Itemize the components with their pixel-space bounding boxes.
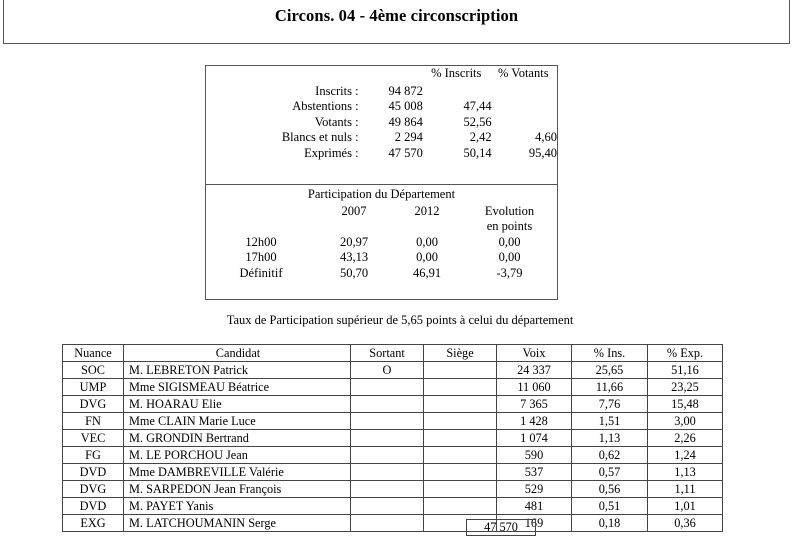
- participation-table: [206, 185, 557, 281]
- cell-voix: 24 337: [497, 362, 572, 379]
- table-row: [206, 99, 557, 115]
- cell-candidat: M. LATCHOUMANIN Serge: [124, 515, 351, 532]
- spacer-cell: [206, 66, 366, 84]
- cell-candidat: Mme SIGISMEAU Béatrice: [124, 379, 351, 396]
- table-row: [63, 515, 723, 532]
- row-value-exprimes: 47 570: [388, 145, 423, 160]
- row-pct-votants-abstentions: [492, 99, 557, 115]
- cell-voix: 11 060: [497, 379, 572, 396]
- cell-pct-exp: 23,25: [648, 379, 723, 396]
- table-row: [63, 413, 723, 430]
- cell-pct-exp: 1,11: [648, 481, 723, 498]
- column-header-candidat: Candidat: [124, 345, 351, 362]
- spacer-cell: [366, 66, 423, 84]
- cell-nuance: DVG: [63, 481, 124, 498]
- table-row: [206, 115, 557, 131]
- row-pct-inscrits-abstentions: 47,44: [463, 99, 492, 113]
- spacer-cell: [392, 219, 462, 235]
- document-header-band: [3, 0, 790, 44]
- table-row: [206, 266, 557, 282]
- cell-sortant: O: [351, 362, 424, 379]
- total-voix-cell: 47 570: [466, 519, 536, 536]
- cell-pct-ins: 0,56: [572, 481, 648, 498]
- cell-siege: [424, 362, 497, 379]
- cell-sortant: [351, 464, 424, 481]
- cell-voix: 1 428: [497, 413, 572, 430]
- cell-pct-exp: 3,00: [648, 413, 723, 430]
- row-label-definitif: Définitif: [239, 265, 283, 280]
- cell-pct-exp: 1,13: [648, 464, 723, 481]
- column-header-voix: Voix: [497, 345, 572, 362]
- cell-nuance: DVD: [63, 464, 124, 481]
- cell-pct-exp: 0,36: [648, 515, 723, 532]
- row-pct-votants-votants: [492, 115, 557, 131]
- page-title: Circons. 04 - 4ème circonscription: [274, 6, 519, 25]
- cell-pct-ins: 0,51: [572, 498, 648, 515]
- spacer-cell: [316, 219, 392, 235]
- row-pct-inscrits-inscrits: [423, 84, 492, 100]
- cell-siege: [424, 464, 497, 481]
- row-label-inscrits: Inscrits :: [315, 83, 359, 98]
- cell-voix: 1 074: [497, 430, 572, 447]
- column-header-evolution-unit: en points: [486, 219, 533, 233]
- cell-voix: 169: [497, 515, 572, 532]
- cell-siege: [424, 379, 497, 396]
- cell-pct-ins: 0,62: [572, 447, 648, 464]
- participation-title-row: [206, 185, 557, 204]
- cell-pct-ins: 0,57: [572, 464, 648, 481]
- row-pct-inscrits-votants: 52,56: [463, 114, 492, 129]
- cell-voix: 481: [497, 498, 572, 515]
- column-header-evolution: Evolution: [484, 203, 535, 218]
- row-label-votants: Votants :: [314, 114, 359, 129]
- table-row: [206, 146, 557, 162]
- table-row: [63, 498, 723, 515]
- cell-voix: 529: [497, 481, 572, 498]
- row-label-12h00: 12h00: [245, 234, 277, 249]
- cell-pct-exp: 15,48: [648, 396, 723, 413]
- cell-voix: 7 365: [497, 396, 572, 413]
- cell-nuance: FN: [63, 413, 124, 430]
- turnout-summary-table: [206, 66, 557, 161]
- cell-voix: 590: [497, 447, 572, 464]
- cell-siege: [424, 447, 497, 464]
- column-header-pct-inscrits: % Inscrits: [431, 66, 482, 80]
- statistics-box: [205, 65, 558, 300]
- cell-pct-exp: 1,24: [648, 447, 723, 464]
- cell-candidat: M. HOARAU Elie: [124, 396, 351, 413]
- column-header-siege: Siège: [424, 345, 497, 362]
- row-pct-inscrits-blancs-et-nuls: 2,42: [469, 130, 492, 144]
- participation-section: [206, 185, 557, 299]
- cell-siege: [424, 396, 497, 413]
- table-row: [63, 362, 723, 379]
- cell-siege: [424, 430, 497, 447]
- column-header-pct-votants: % Votants: [497, 66, 549, 80]
- cell-sortant: [351, 498, 424, 515]
- candidates-results-table: [62, 344, 723, 532]
- row-2007-definitif: 50,70: [339, 265, 369, 280]
- row-value-votants: 49 864: [388, 114, 423, 129]
- cell-sortant: [351, 447, 424, 464]
- spacer-cell: [206, 219, 316, 235]
- cell-sortant: [351, 515, 424, 532]
- cell-nuance: UMP: [63, 379, 124, 396]
- cell-candidat: Mme CLAIN Marie Luce: [124, 413, 351, 430]
- row-pct-votants-exprimes: 95,40: [528, 145, 557, 160]
- row-value-blancs-et-nuls: 2 294: [394, 130, 423, 144]
- row-label-exprimes: Exprimés :: [304, 145, 359, 160]
- turnout-summary-section: [206, 66, 557, 185]
- cell-pct-ins: 7,76: [572, 396, 648, 413]
- table-row: [206, 250, 557, 266]
- table-row: [63, 396, 723, 413]
- table-row: [63, 430, 723, 447]
- row-evolution-definitif: -3,79: [496, 265, 523, 280]
- table-row: [206, 130, 557, 146]
- row-value-inscrits: 94 872: [388, 83, 423, 98]
- cell-nuance: SOC: [63, 362, 124, 379]
- cell-sortant: [351, 396, 424, 413]
- row-label-abstentions: Abstentions :: [292, 99, 359, 113]
- column-header-2012: 2012: [414, 203, 440, 218]
- row-pct-votants-blancs-et-nuls: 4,60: [535, 130, 557, 144]
- participation-title: Participation du Département: [307, 187, 456, 201]
- cell-siege: [424, 498, 497, 515]
- row-label-blancs-et-nuls: Blancs et nuls :: [281, 130, 359, 144]
- column-header-nuance: Nuance: [63, 345, 124, 362]
- table-row: [206, 235, 557, 251]
- row-2012-17h00: 0,00: [416, 250, 438, 264]
- cell-pct-ins: 1,13: [572, 430, 648, 447]
- cell-siege: [424, 413, 497, 430]
- cell-pct-exp: 51,16: [648, 362, 723, 379]
- cell-candidat: M. LEBRETON Patrick: [124, 362, 351, 379]
- cell-sortant: [351, 379, 424, 396]
- cell-pct-ins: 11,66: [572, 379, 648, 396]
- participation-note: Taux de Participation supérieur de 5,65 points à celui du département: [226, 313, 574, 327]
- cell-sortant: [351, 481, 424, 498]
- table-row: [63, 447, 723, 464]
- cell-pct-ins: 1,51: [572, 413, 648, 430]
- column-header-pct-ins: % Ins.: [572, 345, 648, 362]
- cell-candidat: Mme DAMBREVILLE Valérie: [124, 464, 351, 481]
- cell-nuance: FG: [63, 447, 124, 464]
- cell-voix: 537: [497, 464, 572, 481]
- cell-nuance: EXG: [63, 515, 124, 532]
- row-2012-definitif: 46,91: [412, 265, 442, 280]
- table-row: [63, 379, 723, 396]
- row-2007-12h00: 20,97: [339, 234, 369, 249]
- table-row: [63, 481, 723, 498]
- row-evolution-17h00: 0,00: [498, 250, 521, 264]
- row-pct-votants-inscrits: [492, 84, 557, 100]
- participation-header-row: [206, 204, 557, 220]
- row-value-abstentions: 45 008: [388, 99, 423, 113]
- column-header-sortant: Sortant: [351, 345, 424, 362]
- participation-header-subrow: [206, 219, 557, 235]
- cell-sortant: [351, 430, 424, 447]
- column-header-2007: 2007: [341, 203, 367, 218]
- cell-nuance: VEC: [63, 430, 124, 447]
- cell-candidat: M. PAYET Yanis: [124, 498, 351, 515]
- row-evolution-12h00: 0,00: [498, 234, 521, 249]
- cell-candidat: M. SARPEDON Jean François: [124, 481, 351, 498]
- row-2007-17h00: 43,13: [339, 250, 369, 264]
- table-row: [63, 464, 723, 481]
- cell-candidat: M. LE PORCHOU Jean: [124, 447, 351, 464]
- column-header-pct-exp: % Exp.: [648, 345, 723, 362]
- table-header-row: [206, 66, 557, 84]
- cell-siege: [424, 481, 497, 498]
- row-2012-12h00: 0,00: [416, 234, 438, 249]
- spacer-cell: [206, 204, 316, 220]
- cell-pct-exp: 2,26: [648, 430, 723, 447]
- cell-candidat: M. GRONDIN Bertrand: [124, 430, 351, 447]
- row-pct-inscrits-exprimes: 50,14: [463, 145, 492, 160]
- cell-sortant: [351, 413, 424, 430]
- cell-pct-exp: 1,01: [648, 498, 723, 515]
- cell-pct-ins: 0,18: [572, 515, 648, 532]
- cell-nuance: DVD: [63, 498, 124, 515]
- row-label-17h00: 17h00: [245, 250, 277, 264]
- cell-pct-ins: 25,65: [572, 362, 648, 379]
- table-row: [206, 84, 557, 100]
- cell-nuance: DVG: [63, 396, 124, 413]
- table-header-row: [63, 345, 723, 362]
